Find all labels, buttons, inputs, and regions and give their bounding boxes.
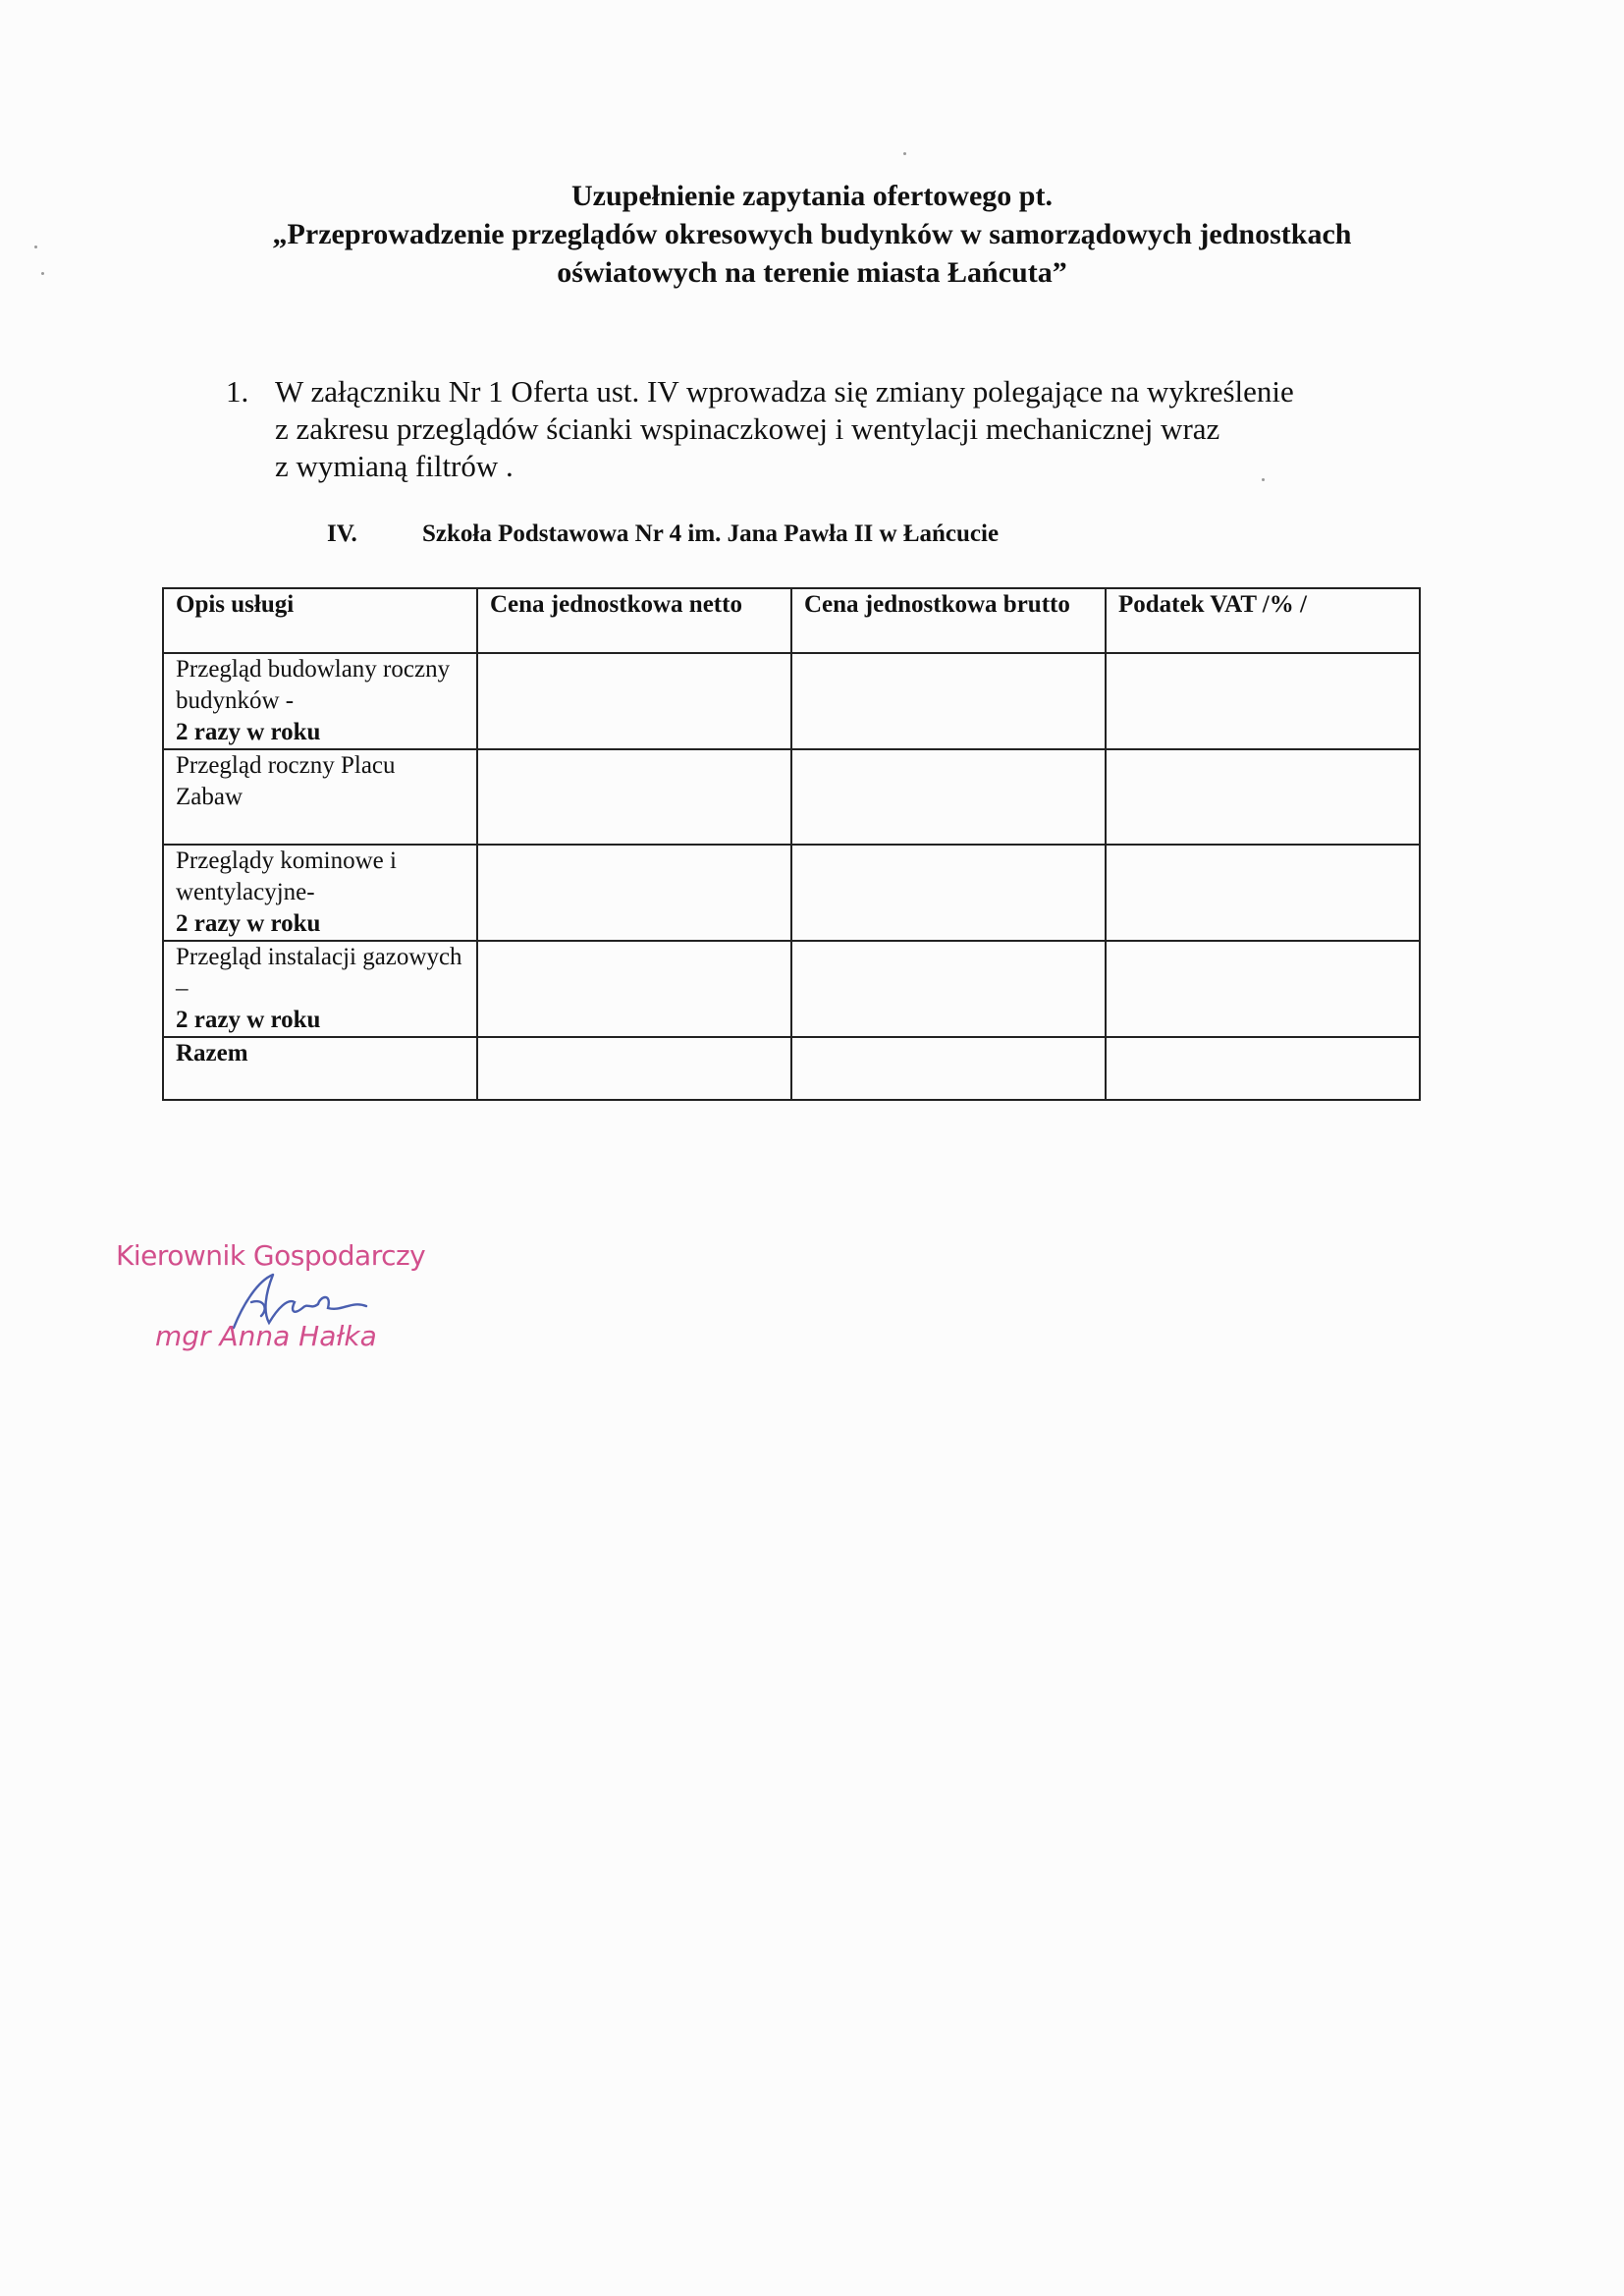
row-label: Przegląd instalacji gazowych – [176, 944, 462, 1002]
total-label: Razem [176, 1040, 248, 1066]
table-row-total [163, 1037, 1420, 1100]
row-label-cell [163, 653, 477, 749]
row-label-cell [163, 941, 477, 1037]
price-net-cell[interactable] [477, 845, 791, 941]
header-cell: Opis usługi [163, 588, 477, 653]
scan-speck [34, 246, 37, 248]
price-gross-cell[interactable] [791, 941, 1106, 1037]
stamp-role: Kierownik Gospodarczy [116, 1239, 426, 1272]
total-net-cell[interactable] [477, 1037, 791, 1100]
title-line-1: Uzupełnienie zapytania ofertowego pt. [571, 180, 1053, 212]
row-frequency: 2 razy w roku [176, 719, 321, 745]
row-frequency: 2 razy w roku [176, 910, 321, 937]
row-frequency: 2 razy w roku [176, 1007, 321, 1033]
header-cell: Podatek VAT /% / [1106, 588, 1420, 653]
scan-speck [903, 152, 906, 155]
change-note-text [275, 373, 1294, 485]
scan-speck [1262, 478, 1265, 481]
scan-speck [41, 272, 44, 275]
title-line-3: oświatowych na terenie miasta Łańcuta” [557, 256, 1067, 289]
row-label: Przeglądy kominowe i wentylacyjne- [176, 847, 397, 905]
section-number: IV. [327, 520, 357, 547]
vat-cell[interactable] [1106, 941, 1420, 1037]
document-title [0, 177, 1624, 292]
row-label: Przegląd budowlany roczny budynków - [176, 656, 451, 714]
table-row [163, 941, 1420, 1037]
change-note-line-2: z zakresu przeglądów ścianki wspinaczkowej i wentylacji mechanicznej wraz [275, 411, 1220, 446]
vat-cell[interactable] [1106, 749, 1420, 845]
row-label: Przegląd roczny Placu Zabaw [176, 752, 396, 810]
price-gross-cell[interactable] [791, 845, 1106, 941]
stamp-name: mgr Anna Hałka [155, 1320, 377, 1352]
table-header-row [163, 588, 1420, 653]
price-net-cell[interactable] [477, 749, 791, 845]
change-note-number: 1. [226, 374, 249, 409]
section-title: Szkoła Podstawowa Nr 4 im. Jana Pawła II w Łańcucie [422, 520, 1000, 547]
table-row [163, 749, 1420, 845]
price-gross-cell[interactable] [791, 749, 1106, 845]
offer-table [162, 587, 1421, 1101]
row-label-cell [163, 1037, 477, 1100]
total-gross-cell[interactable] [791, 1037, 1106, 1100]
total-vat-cell[interactable] [1106, 1037, 1420, 1100]
vat-cell[interactable] [1106, 653, 1420, 749]
change-note-line-1: W załączniku Nr 1 Oferta ust. IV wprowadza się zmiany polegające na wykreślenie [275, 374, 1294, 409]
table-row [163, 845, 1420, 941]
title-line-2: „Przeprowadzenie przeglądów okresowych budynków w samorządowych jednostkach [272, 218, 1352, 250]
price-net-cell[interactable] [477, 653, 791, 749]
table-row [163, 653, 1420, 749]
header-cell: Cena jednostkowa brutto [791, 588, 1106, 653]
row-label-cell [163, 749, 477, 845]
change-note-line-3: z wymianą filtrów . [275, 449, 514, 483]
price-gross-cell[interactable] [791, 653, 1106, 749]
price-net-cell[interactable] [477, 941, 791, 1037]
vat-cell[interactable] [1106, 845, 1420, 941]
header-cell: Cena jednostkowa netto [477, 588, 791, 653]
row-label-cell [163, 845, 477, 941]
signature-stamp [116, 1239, 430, 1377]
